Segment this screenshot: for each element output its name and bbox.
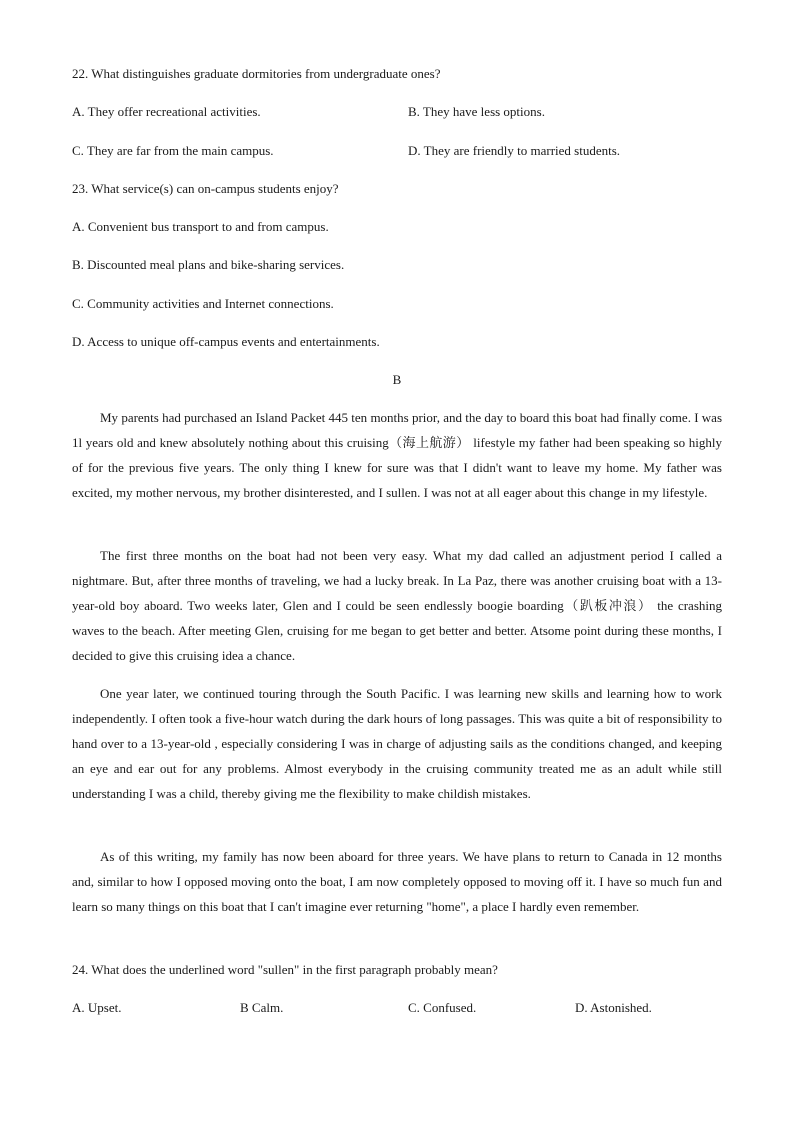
option-22-a: A. They offer recreational activities.	[72, 104, 261, 119]
option-24-b: B Calm.	[240, 1000, 284, 1015]
passage-paragraph-3	[72, 681, 722, 806]
passage-paragraph-2	[72, 543, 722, 668]
question-23-text: 23. What service(s) can on-campus students enjoy?	[72, 181, 339, 196]
question-24-text: 24. What does the underlined word "sullen" in the first paragraph probably mean?	[72, 962, 498, 977]
paragraph-1-text: My parents had purchased an Island Packet 445 ten months prior, and the day to board this boat had finally come. I was 1l years old and knew absolutely nothing about this cruising（海上航游） lifestyle my father had been speaking so highly of for the previous five years. The only thing I knew for sure was that I didn't want to leave my home. My father was excited, my mother nervous, my brother disinterested, and I sullen. I was not at all eager about this change in my lifestyle.	[72, 410, 722, 500]
option-24-c: C. Confused.	[408, 1000, 477, 1015]
paragraph-4-text: As of this writing, my family has now been aboard for three years. We have plans to return to Canada in 12 months and, similar to how I opposed moving onto the boat, I am now completely opposed to moving off it. I have so much fun and learn so many things on this boat that I can't imagine ever returning "home", a place I hardly even remember.	[72, 849, 722, 914]
option-22-c: C. They are far from the main campus.	[72, 143, 274, 158]
option-22-d: D. They are friendly to married students.	[408, 143, 621, 158]
section-label: B	[392, 372, 402, 387]
paragraph-2-text: The first three months on the boat had not been very easy. What my dad called an adjustment period I called a nightmare. But, after three months of traveling, we had a lucky break. In La Paz, there was another cruising boat with a 13-year-old boy aboard. Two weeks later, Glen and I could be seen endlessly boogie boarding（趴板冲浪） the crashing waves to the beach. After meeting Glen, cruising for me began to get better and better. Atsome point during these months, I decided to give this cruising idea a chance.	[72, 548, 722, 663]
option-23-a: A. Convenient bus transport to and from campus.	[72, 219, 329, 234]
question-22-text: 22. What distinguishes graduate dormitories from undergraduate ones?	[72, 66, 441, 81]
option-23-b: B. Discounted meal plans and bike-sharing services.	[72, 257, 345, 272]
passage-paragraph-1	[72, 405, 722, 505]
paragraph-3-text: One year later, we continued touring through the South Pacific. I was learning new skills and learning how to work independently. I often took a five-hour watch during the dark hours of long passages. This was quite a bit of responsibility to hand over to a 13-year-old , especially considering I was in charge of adjusting sails as the conditions changed, and keeping an eye and ear out for any problems. Almost everybody in the cruising community treated me as an adult while still understanding I was a child, thereby giving me the flexibility to make childish mistakes.	[72, 686, 722, 801]
option-23-c: C. Community activities and Internet connections.	[72, 296, 334, 311]
option-24-a: A. Upset.	[72, 1000, 122, 1015]
option-24-d: D. Astonished.	[575, 1000, 652, 1015]
option-22-b: B. They have less options.	[408, 104, 545, 119]
passage-paragraph-4	[72, 844, 722, 919]
option-23-d: D. Access to unique off-campus events and entertainments.	[72, 334, 380, 349]
